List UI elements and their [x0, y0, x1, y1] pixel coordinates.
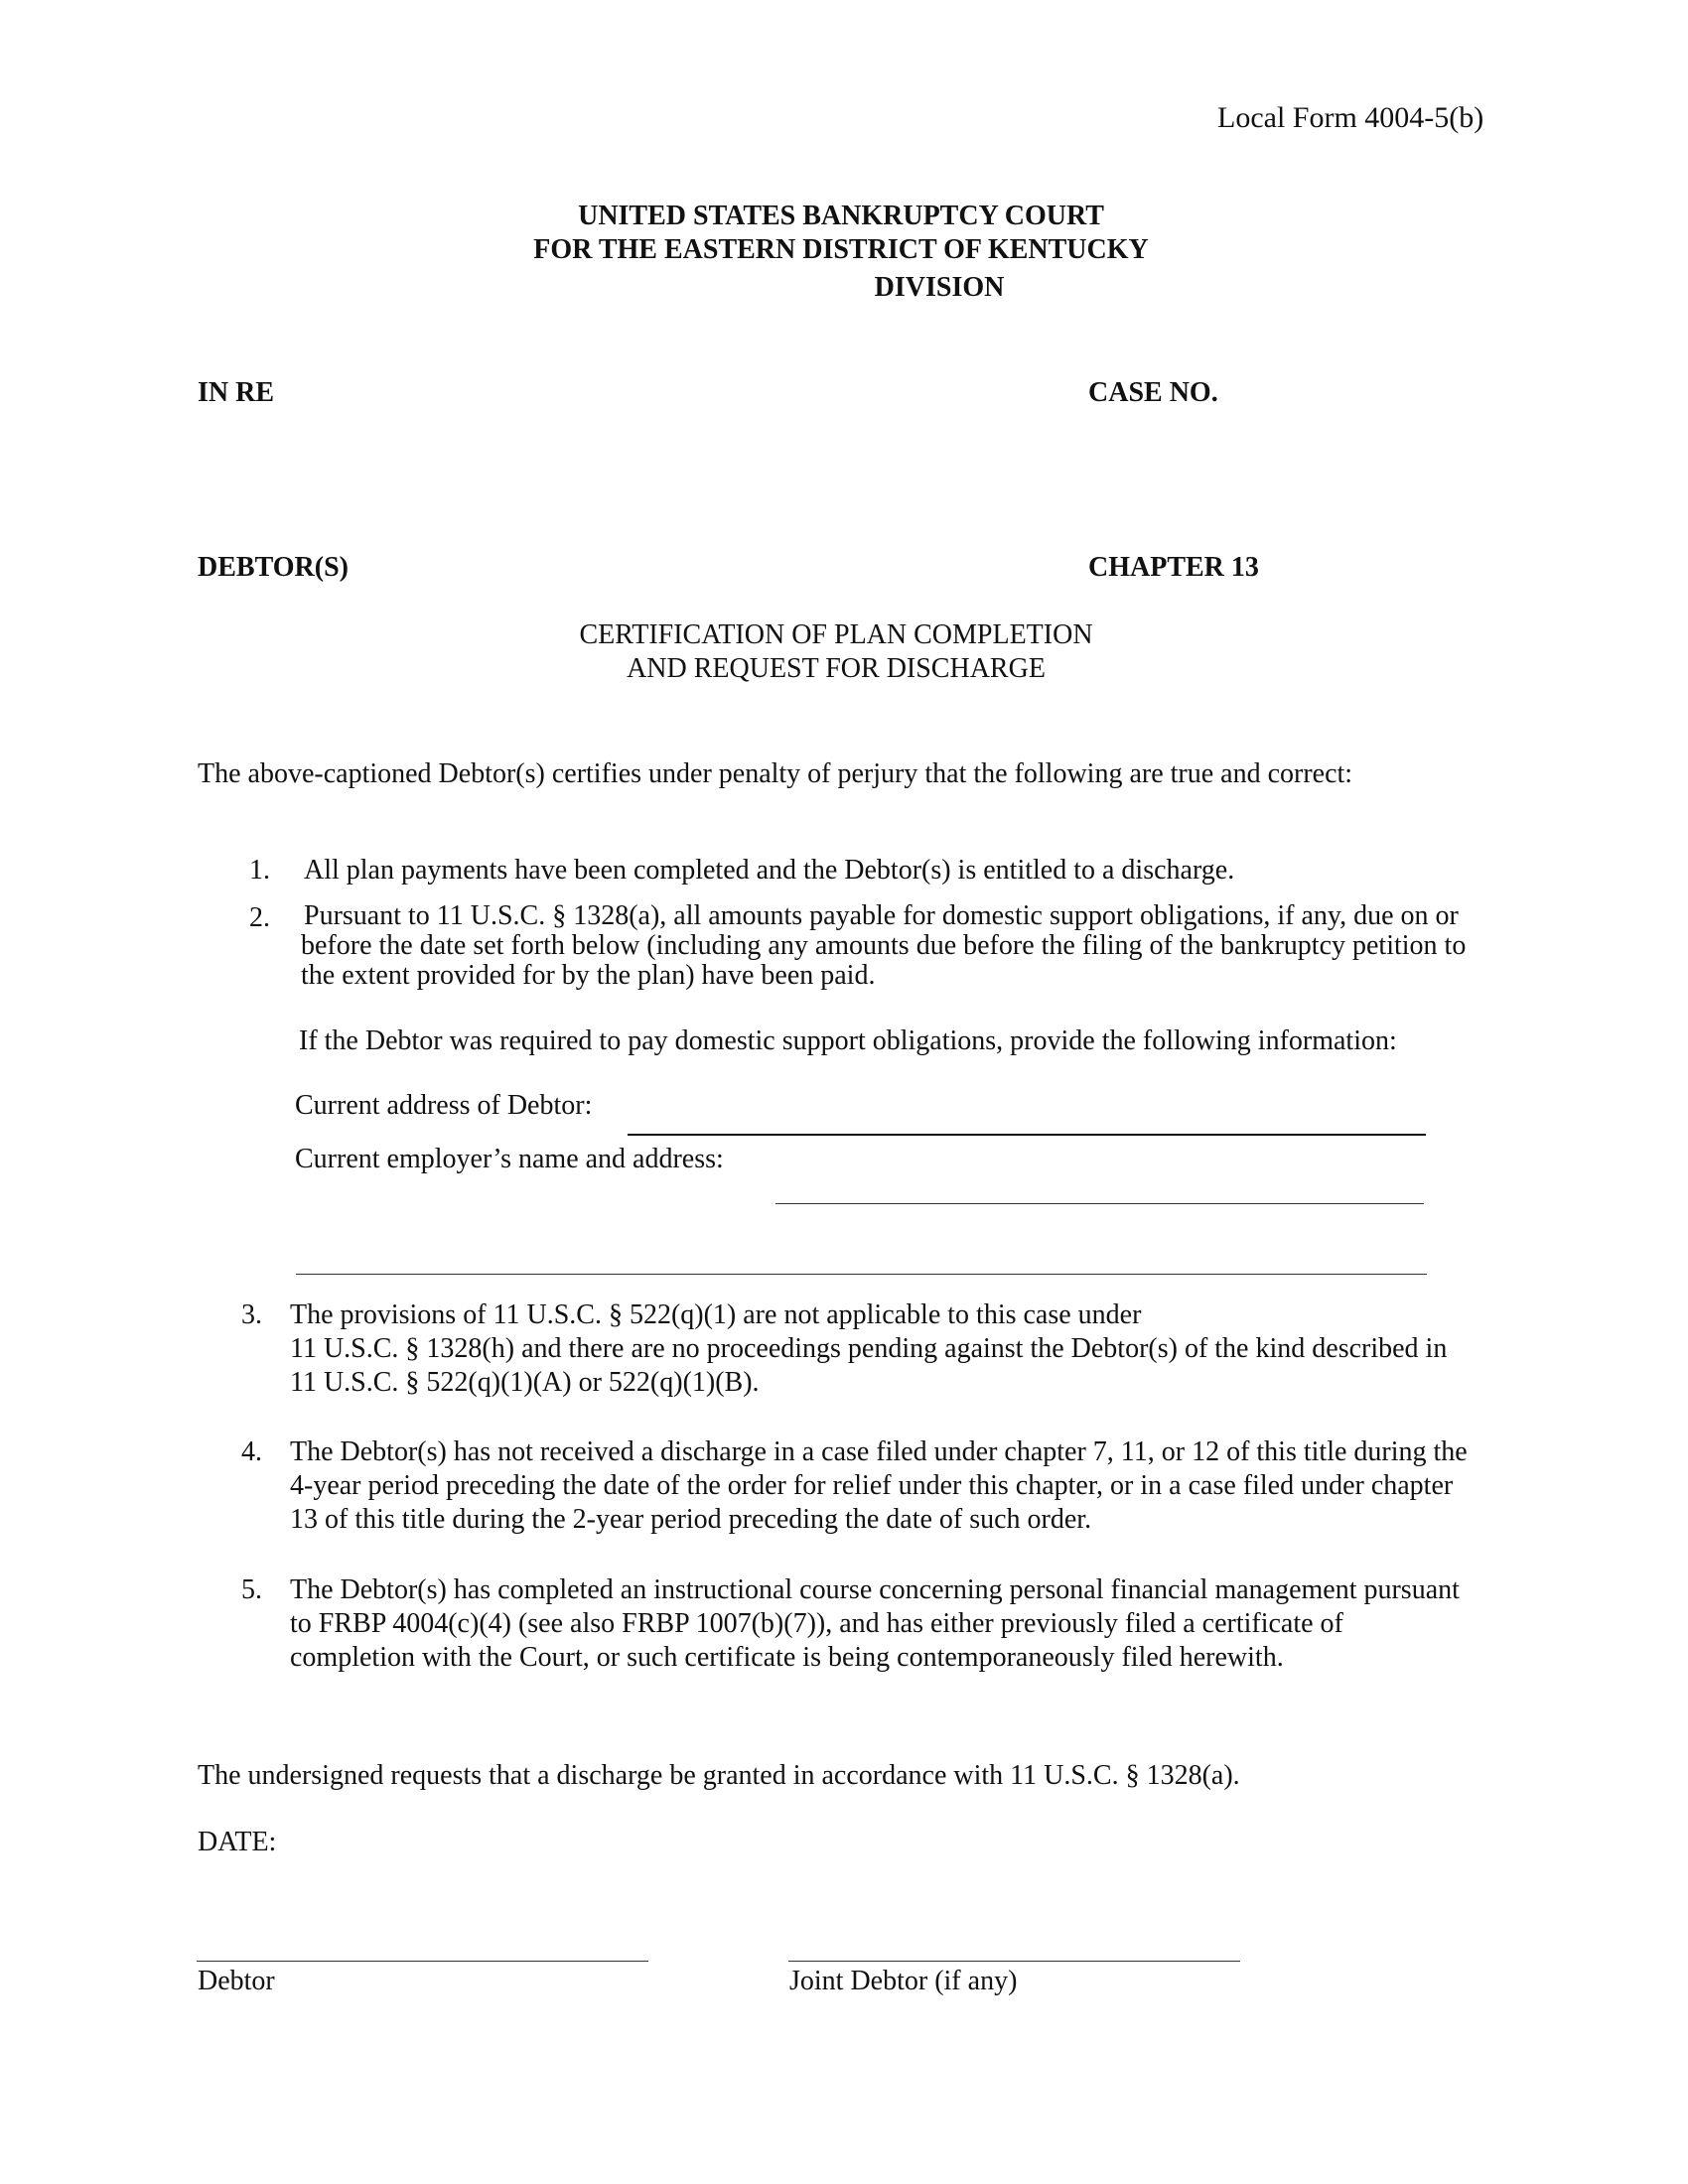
date-label: DATE: — [198, 1827, 277, 1857]
joint-debtor-signature-line[interactable] — [788, 1961, 1240, 1962]
item-line: 4-year period preceding the date of the order for relief under this chapter, or in a case filed under chapter — [290, 1470, 1454, 1501]
item-line: 13 of this title during the 2-year period preceding the date of such order. — [290, 1504, 1092, 1535]
title-line2: AND REQUEST FOR DISCHARGE — [627, 653, 1046, 684]
item-2-text — [301, 901, 1466, 991]
item-4-text — [290, 1435, 1468, 1537]
item-number: 5. — [241, 1574, 262, 1605]
item-line: before the date set forth below (including any amounts due before the filing of the bankruptcy petition to — [301, 930, 1467, 961]
item-line: The Debtor(s) has completed an instructional course concerning personal financial management pursuant — [290, 1574, 1460, 1605]
item-line: 11 U.S.C. § 1328(h) and there are no proceedings pending against the Debtor(s) of the kind described in — [290, 1333, 1448, 1364]
court-heading — [0, 200, 1688, 301]
employer-line-2[interactable] — [296, 1274, 1427, 1275]
item-number: 1. — [249, 855, 270, 886]
item-line: The Debtor(s) has not received a discharge in a case filed under chapter 7, 11, or 12 of this title during the — [290, 1436, 1468, 1467]
debtors-label: DEBTOR(S) — [198, 552, 349, 583]
item-line: completion with the Court, or such certificate is being contemporaneously filed herewith. — [290, 1642, 1284, 1673]
court-division: DIVISION — [874, 272, 1005, 303]
item-line: The provisions of 11 U.S.C. § 522(q)(1) are not applicable to this case under — [290, 1299, 1142, 1330]
title-line1: CERTIFICATION OF PLAN COMPLETION — [579, 619, 1093, 650]
item-number: 2. — [249, 902, 270, 933]
item-number: 3. — [241, 1299, 262, 1330]
current-address-label: Current address of Debtor: — [295, 1090, 593, 1121]
item-line: All plan payments have been completed and the Debtor(s) is entitled to a discharge. — [304, 855, 1235, 886]
court-name-line1: UNITED STATES BANKRUPTCY COURT — [578, 201, 1104, 231]
item-line: the extent provided for by the plan) have been paid. — [301, 960, 876, 991]
dso-instructions: If the Debtor was required to pay domestic support obligations, provide the following information: — [299, 1025, 1397, 1056]
item-line: 11 U.S.C. § 522(q)(1)(A) or 522(q)(1)(B). — [290, 1367, 760, 1398]
chapter-label: CHAPTER 13 — [1088, 552, 1259, 583]
item-line: to FRBP 4004(c)(4) (see also FRBP 1007(b)(7)), and has either previously filed a certificate of — [290, 1608, 1343, 1639]
court-name-line2: FOR THE EASTERN DISTRICT OF KENTUCKY — [533, 234, 1149, 265]
case-no-label: CASE NO. — [1088, 377, 1218, 408]
item-line: Pursuant to 11 U.S.C. § 1328(a), all amounts payable for domestic support obligations, if any, due on or — [304, 900, 1459, 931]
in-re-label: IN RE — [198, 377, 275, 408]
item-5-text — [290, 1573, 1460, 1675]
debtor-signature-line[interactable] — [197, 1961, 648, 1962]
employer-line-1[interactable] — [775, 1203, 1424, 1204]
joint-debtor-signature-label: Joint Debtor (if any) — [789, 1966, 1018, 1996]
item-3-text — [290, 1298, 1447, 1400]
debtor-signature-label: Debtor — [198, 1966, 275, 1996]
document-title — [0, 618, 1688, 686]
item-number: 4. — [241, 1436, 262, 1467]
form-number: Local Form 4004-5(b) — [1217, 101, 1484, 134]
current-address-line[interactable] — [628, 1134, 1426, 1136]
intro-paragraph: The above-captioned Debtor(s) certifies under penalty of perjury that the following are true and correct: — [198, 758, 1353, 789]
employer-label: Current employer’s name and address: — [295, 1144, 724, 1174]
item-1-text — [304, 854, 1234, 887]
discharge-request: The undersigned requests that a discharge be granted in accordance with 11 U.S.C. § 1328(a). — [198, 1760, 1240, 1791]
